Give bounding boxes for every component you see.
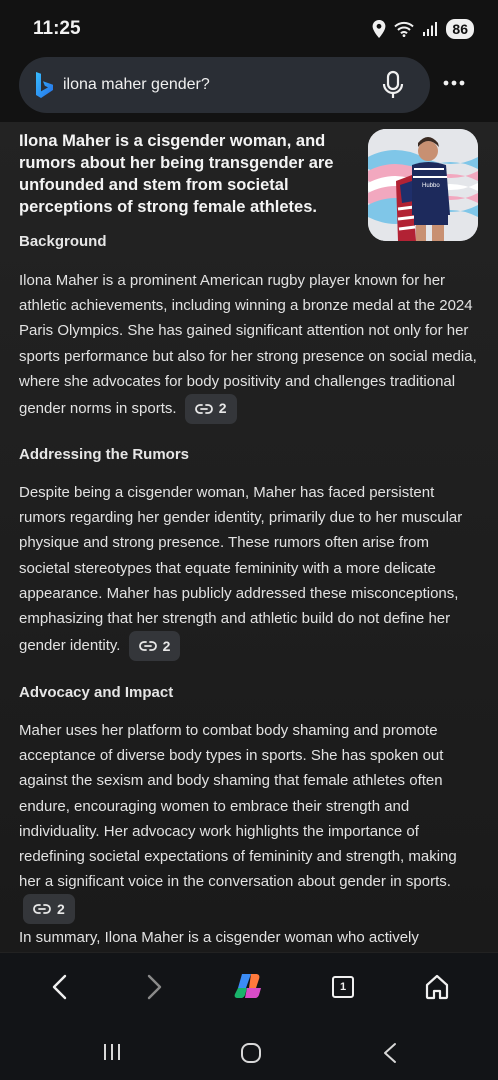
citation-chip[interactable] — [129, 631, 181, 661]
tab-count-button[interactable]: 1 — [332, 976, 354, 998]
athlete-image[interactable] — [368, 129, 478, 241]
status-bar — [0, 0, 498, 56]
summary-text: In summary, Ilona Maher is a cisgender woman who actively — [19, 929, 419, 946]
status-time: 11:25 — [33, 18, 81, 39]
athlete-photo-icon — [368, 129, 478, 241]
home-button-icon[interactable] — [240, 1042, 262, 1064]
bing-logo-icon — [34, 71, 56, 99]
location-icon — [372, 20, 386, 38]
section-text: Ilona Maher is a prominent American rugby player known for her athletic achievements, including winning a bronze medal at the 2024 Paris Olympics. She has gained significant attention not only for her sports performance but also for her strong presence on social media, where she advocates for body positivity and challenges traditional gender norms in sports. — [19, 272, 477, 417]
battery-indicator: 86 — [446, 19, 474, 39]
more-options-icon[interactable] — [442, 73, 466, 93]
answer-content — [0, 122, 498, 952]
signal-icon — [422, 21, 438, 37]
copilot-icon[interactable] — [234, 971, 264, 1001]
link-icon — [195, 403, 213, 415]
search-query[interactable]: ilona maher gender? — [63, 76, 210, 93]
citation-count: 2 — [162, 637, 171, 654]
section-heading-background: Background — [19, 233, 107, 250]
system-back-icon[interactable] — [382, 1042, 398, 1064]
answer-headline: Ilona Maher is a cisgender woman, and rumors about her being transgender are unfounded and stem from societal perceptions of strong female athletes. — [19, 132, 334, 216]
search-header — [0, 56, 498, 122]
citation-chip[interactable] — [185, 394, 237, 424]
section-text: Maher uses her platform to combat body shaming and promote acceptance of diverse body types in sports. She has spoken out against the sexism and body shaming that female athletes often endure, encouraging women to embrace their strength and individuality. Her advocacy work highlights the importance of redefining societal expectations of femininity and strength, making her a significant voice in the conversation about gender in sports. — [19, 722, 457, 891]
link-icon — [33, 903, 51, 915]
citation-count: 2 — [57, 900, 65, 917]
recent-apps-icon[interactable] — [102, 1042, 122, 1062]
section-heading-advocacy: Advocacy and Impact — [19, 684, 174, 701]
search-bar[interactable] — [19, 57, 430, 113]
section-text: Despite being a cisgender woman, Maher has faced persistent rumors regarding her gender identity, primarily due to her muscular physique and strong presence. These rumors often arise from societal stereotypes that equate femininity with a more delicate appearance. Maher has publicly addressed these misconceptions, emphasizing that her strength and athletic build do not define her gender identity. — [19, 484, 463, 655]
browser-toolbar — [0, 952, 498, 1022]
section-body-rumors — [19, 480, 481, 661]
home-icon[interactable] — [425, 974, 449, 1000]
back-icon[interactable] — [50, 973, 70, 1001]
link-icon — [139, 640, 157, 652]
citation-count: 2 — [218, 400, 227, 417]
microphone-icon[interactable] — [381, 70, 405, 100]
system-navigation-bar — [0, 1022, 498, 1080]
jersey-text: Hubbo — [422, 183, 440, 189]
section-body-background — [19, 268, 481, 424]
wifi-icon — [394, 21, 414, 37]
section-heading-rumors: Addressing the Rumors — [19, 446, 190, 463]
citation-chip[interactable] — [23, 894, 75, 924]
section-body-advocacy — [19, 718, 481, 924]
forward-icon[interactable] — [144, 973, 164, 1001]
status-icons — [372, 18, 474, 40]
